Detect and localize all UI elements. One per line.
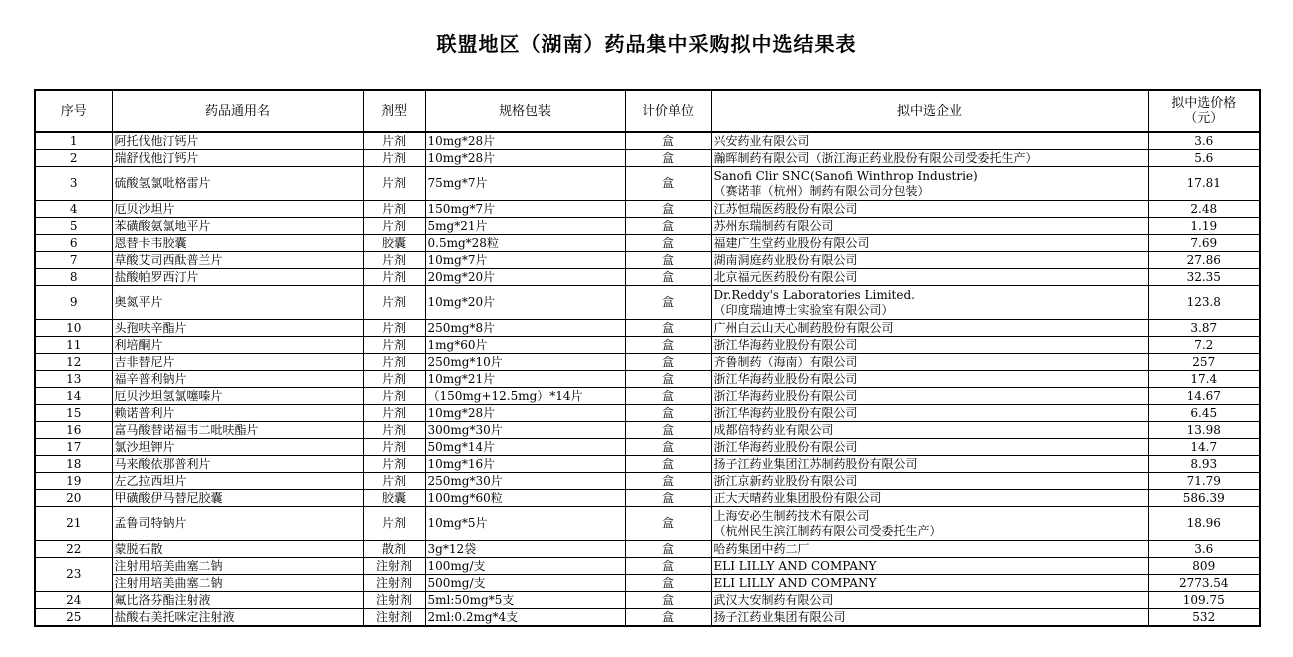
cell-price: 27.86 [1148,252,1260,269]
cell-seq: 1 [35,132,112,150]
table-row [35,132,1260,150]
table-row [35,592,1260,609]
cell-spec: 10mg*21片 [425,371,625,388]
cell-price: 17.4 [1148,371,1260,388]
cell-seq: 15 [35,405,112,422]
cell-company [711,422,1148,439]
table-row [35,150,1260,167]
cell-company [711,592,1148,609]
table-row [35,507,1260,541]
cell-unit: 盒 [625,490,711,507]
cell-form: 片剂 [363,132,425,150]
cell-seq: 8 [35,269,112,286]
cell-unit: 盒 [625,609,711,627]
cell-name: 氟比洛芬酯注射液 [112,592,363,609]
cell-unit: 盒 [625,252,711,269]
company-line1: 广州白云山天心制药股份有限公司 [713,320,894,335]
cell-name: 甲磺酸伊马替尼胶囊 [112,490,363,507]
cell-seq: 22 [35,541,112,558]
cell-seq: 18 [35,456,112,473]
cell-name: 赖诺普利片 [112,405,363,422]
cell-unit: 盒 [625,167,711,201]
cell-unit: 盒 [625,218,711,235]
cell-company [711,354,1148,371]
cell-form: 片剂 [363,439,425,456]
company-line1: 上海安必生制药技术有限公司 [713,508,870,523]
cell-form: 注射剂 [363,558,425,575]
company-line1: 兴安药业有限公司 [713,133,810,148]
cell-form: 胶囊 [363,235,425,252]
cell-name: 厄贝沙坦片 [112,201,363,218]
table-row [35,490,1260,507]
cell-spec: 250mg*10片 [425,354,625,371]
cell-price: 109.75 [1148,592,1260,609]
table-row [35,575,1260,592]
table-row [35,252,1260,269]
cell-spec: 5ml:50mg*5支 [425,592,625,609]
cell-company [711,150,1148,167]
cell-name: 孟鲁司特钠片 [112,507,363,541]
cell-spec: （150mg+12.5mg）*14片 [425,388,625,405]
cell-price: 7.2 [1148,337,1260,354]
page-title: 联盟地区（湖南）药品集中采购拟中选结果表 [436,32,857,56]
cell-spec: 100mg*60粒 [425,490,625,507]
cell-price: 3.6 [1148,132,1260,150]
cell-unit: 盒 [625,320,711,337]
results-table [34,89,1261,627]
cell-seq: 16 [35,422,112,439]
cell-unit: 盒 [625,473,711,490]
company-line2: （杭州民生滨江制药有限公司受委托生产） [713,523,942,538]
cell-price: 123.8 [1148,286,1260,320]
cell-form: 散剂 [363,541,425,558]
table-row [35,354,1260,371]
cell-company [711,371,1148,388]
cell-name: 福辛普利钠片 [112,371,363,388]
cell-company [711,286,1148,320]
cell-company [711,388,1148,405]
company-line1: 浙江华海药业股份有限公司 [713,337,858,352]
cell-spec: 10mg*16片 [425,456,625,473]
cell-spec: 100mg/支 [425,558,625,575]
cell-price: 809 [1148,558,1260,575]
cell-spec: 10mg*28片 [425,405,625,422]
cell-price: 532 [1148,609,1260,627]
table-row [35,388,1260,405]
cell-price: 71.79 [1148,473,1260,490]
cell-company [711,405,1148,422]
company-line1: 北京福元医药股份有限公司 [713,269,858,284]
cell-company [711,320,1148,337]
company-line1: 扬子江药业集团有限公司 [713,609,846,624]
company-line1: 浙江华海药业股份有限公司 [713,439,858,454]
company-line1: 成都倍特药业有限公司 [713,422,834,437]
cell-spec: 75mg*7片 [425,167,625,201]
cell-spec: 5mg*21片 [425,218,625,235]
cell-seq: 12 [35,354,112,371]
cell-company [711,558,1148,575]
cell-name: 厄贝沙坦氢氯噻嗪片 [112,388,363,405]
cell-unit: 盒 [625,371,711,388]
cell-unit: 盒 [625,354,711,371]
table-row [35,609,1260,627]
cell-price: 2773.54 [1148,575,1260,592]
cell-seq: 23 [35,558,112,592]
cell-form: 片剂 [363,388,425,405]
cell-name: 盐酸右美托咪定注射液 [112,609,363,627]
cell-spec: 250mg*8片 [425,320,625,337]
cell-name: 阿托伐他汀钙片 [112,132,363,150]
header-spec: 规格包装 [425,90,625,132]
cell-name: 恩替卡韦胶囊 [112,235,363,252]
cell-price: 8.93 [1148,456,1260,473]
table-row [35,320,1260,337]
cell-seq: 4 [35,201,112,218]
cell-form: 片剂 [363,286,425,320]
cell-name: 瑞舒伐他汀钙片 [112,150,363,167]
company-line1: 哈药集团中药二厂 [713,541,810,556]
cell-price: 1.19 [1148,218,1260,235]
cell-name: 注射用培美曲塞二钠 [112,575,363,592]
company-line2: （印度瑞迪博士实验室有限公司） [713,302,894,317]
cell-company [711,609,1148,627]
cell-unit: 盒 [625,286,711,320]
cell-form: 片剂 [363,507,425,541]
company-line1: ELI LILLY AND COMPANY [713,575,877,590]
cell-price: 13.98 [1148,422,1260,439]
cell-name: 注射用培美曲塞二钠 [112,558,363,575]
table-row [35,371,1260,388]
cell-price: 14.7 [1148,439,1260,456]
cell-company [711,473,1148,490]
table-row [35,456,1260,473]
cell-name: 氯沙坦钾片 [112,439,363,456]
cell-form: 片剂 [363,337,425,354]
table-row [35,167,1260,201]
cell-name: 苯磺酸氨氯地平片 [112,218,363,235]
cell-spec: 150mg*7片 [425,201,625,218]
cell-company [711,218,1148,235]
cell-name: 富马酸替诺福韦二吡呋酯片 [112,422,363,439]
cell-company [711,439,1148,456]
cell-unit: 盒 [625,422,711,439]
cell-unit: 盒 [625,592,711,609]
cell-seq: 24 [35,592,112,609]
cell-price: 257 [1148,354,1260,371]
cell-name: 盐酸帕罗西汀片 [112,269,363,286]
cell-spec: 1mg*60片 [425,337,625,354]
cell-spec: 10mg*28片 [425,150,625,167]
cell-price: 586.39 [1148,490,1260,507]
cell-name: 草酸艾司西酞普兰片 [112,252,363,269]
header-form: 剂型 [363,90,425,132]
cell-price: 3.87 [1148,320,1260,337]
cell-seq: 20 [35,490,112,507]
cell-unit: 盒 [625,132,711,150]
header-unit: 计价单位 [625,90,711,132]
cell-form: 片剂 [363,269,425,286]
cell-spec: 10mg*20片 [425,286,625,320]
cell-spec: 10mg*28片 [425,132,625,150]
cell-spec: 10mg*7片 [425,252,625,269]
cell-price: 14.67 [1148,388,1260,405]
cell-form: 胶囊 [363,490,425,507]
cell-form: 片剂 [363,371,425,388]
cell-form: 片剂 [363,354,425,371]
cell-spec: 500mg/支 [425,575,625,592]
table-row [35,558,1260,575]
header-price-line1: 拟中选价格 [1171,96,1237,111]
cell-unit: 盒 [625,456,711,473]
cell-unit: 盒 [625,558,711,575]
cell-company [711,269,1148,286]
cell-seq: 5 [35,218,112,235]
cell-company [711,252,1148,269]
cell-name: 硫酸氢氯吡格雷片 [112,167,363,201]
cell-price: 32.35 [1148,269,1260,286]
company-line1: 浙江华海药业股份有限公司 [713,405,858,420]
company-line1: 武汉大安制药有限公司 [713,592,834,607]
cell-price: 6.45 [1148,405,1260,422]
header-name: 药品通用名 [112,90,363,132]
cell-name: 左乙拉西坦片 [112,473,363,490]
header-seq: 序号 [35,90,112,132]
cell-seq: 10 [35,320,112,337]
table-row [35,269,1260,286]
cell-unit: 盒 [625,541,711,558]
company-line1: Sanofi Clir SNC(Sanofi Winthrop Industrie) [713,168,978,183]
company-line1: Dr.Reddy's Laboratories Limited. [713,287,915,302]
cell-seq: 13 [35,371,112,388]
cell-form: 注射剂 [363,592,425,609]
cell-name: 奥氮平片 [112,286,363,320]
header-company: 拟中选企业 [711,90,1148,132]
cell-company [711,507,1148,541]
cell-name: 吉非替尼片 [112,354,363,371]
cell-unit: 盒 [625,575,711,592]
cell-company [711,541,1148,558]
cell-spec: 50mg*14片 [425,439,625,456]
cell-company [711,132,1148,150]
table-row [35,422,1260,439]
cell-unit: 盒 [625,337,711,354]
cell-price: 17.81 [1148,167,1260,201]
company-line1: 浙江京新药业股份有限公司 [713,473,858,488]
cell-form: 片剂 [363,218,425,235]
cell-seq: 14 [35,388,112,405]
cell-spec: 2ml:0.2mg*4支 [425,609,625,627]
cell-price: 3.6 [1148,541,1260,558]
cell-seq: 6 [35,235,112,252]
table-row [35,337,1260,354]
table-row [35,439,1260,456]
table-row [35,541,1260,558]
cell-company [711,456,1148,473]
cell-unit: 盒 [625,439,711,456]
cell-form: 片剂 [363,405,425,422]
cell-company [711,235,1148,252]
cell-name: 马来酸依那普利片 [112,456,363,473]
cell-seq: 17 [35,439,112,456]
cell-form: 片剂 [363,150,425,167]
cell-spec: 10mg*5片 [425,507,625,541]
cell-form: 片剂 [363,320,425,337]
cell-seq: 25 [35,609,112,627]
cell-unit: 盒 [625,269,711,286]
header-price-line2: （元） [1184,111,1224,126]
cell-seq: 7 [35,252,112,269]
cell-company [711,201,1148,218]
cell-seq: 21 [35,507,112,541]
cell-company [711,167,1148,201]
cell-price: 2.48 [1148,201,1260,218]
company-line1: 苏州东瑞制药有限公司 [713,218,834,233]
cell-name: 头孢呋辛酯片 [112,320,363,337]
cell-unit: 盒 [625,507,711,541]
cell-unit: 盒 [625,235,711,252]
table-row [35,201,1260,218]
table-row [35,473,1260,490]
cell-unit: 盒 [625,405,711,422]
company-line1: 浙江华海药业股份有限公司 [713,388,858,403]
cell-unit: 盒 [625,388,711,405]
cell-seq: 9 [35,286,112,320]
cell-name: 蒙脱石散 [112,541,363,558]
cell-company [711,490,1148,507]
cell-seq: 3 [35,167,112,201]
company-line1: 江苏恒瑞医药股份有限公司 [713,201,858,216]
table-row [35,286,1260,320]
cell-form: 注射剂 [363,575,425,592]
cell-spec: 300mg*30片 [425,422,625,439]
company-line1: 福建广生堂药业股份有限公司 [713,235,870,250]
cell-form: 片剂 [363,167,425,201]
cell-name: 利培酮片 [112,337,363,354]
cell-price: 7.69 [1148,235,1260,252]
cell-company [711,337,1148,354]
cell-form: 片剂 [363,473,425,490]
cell-form: 片剂 [363,201,425,218]
table-row [35,405,1260,422]
cell-seq: 2 [35,150,112,167]
company-line1: ELI LILLY AND COMPANY [713,558,877,573]
cell-spec: 0.5mg*28粒 [425,235,625,252]
cell-form: 片剂 [363,456,425,473]
cell-company [711,575,1148,592]
cell-unit: 盒 [625,201,711,218]
table-row [35,235,1260,252]
company-line1: 瀚晖制药有限公司（浙江海正药业股份有限公司受委托生产） [713,150,1038,165]
header-price [1148,90,1260,132]
cell-price: 5.6 [1148,150,1260,167]
company-line1: 齐鲁制药（海南）有限公司 [713,354,858,369]
table-row [35,218,1260,235]
company-line1: 湖南洞庭药业股份有限公司 [713,252,858,267]
company-line1: 正大天晴药业集团股份有限公司 [713,490,882,505]
table-header-row [35,90,1260,132]
table-body [35,132,1260,626]
cell-spec: 20mg*20片 [425,269,625,286]
company-line1: 扬子江药业集团江苏制药股份有限公司 [713,456,918,471]
cell-seq: 19 [35,473,112,490]
cell-unit: 盒 [625,150,711,167]
cell-spec: 3g*12袋 [425,541,625,558]
company-line1: 浙江华海药业股份有限公司 [713,371,858,386]
cell-seq: 11 [35,337,112,354]
cell-form: 注射剂 [363,609,425,627]
cell-form: 片剂 [363,422,425,439]
cell-price: 18.96 [1148,507,1260,541]
cell-form: 片剂 [363,252,425,269]
company-line2: （赛诺菲（杭州）制药有限公司分包装） [713,183,930,198]
cell-spec: 250mg*30片 [425,473,625,490]
